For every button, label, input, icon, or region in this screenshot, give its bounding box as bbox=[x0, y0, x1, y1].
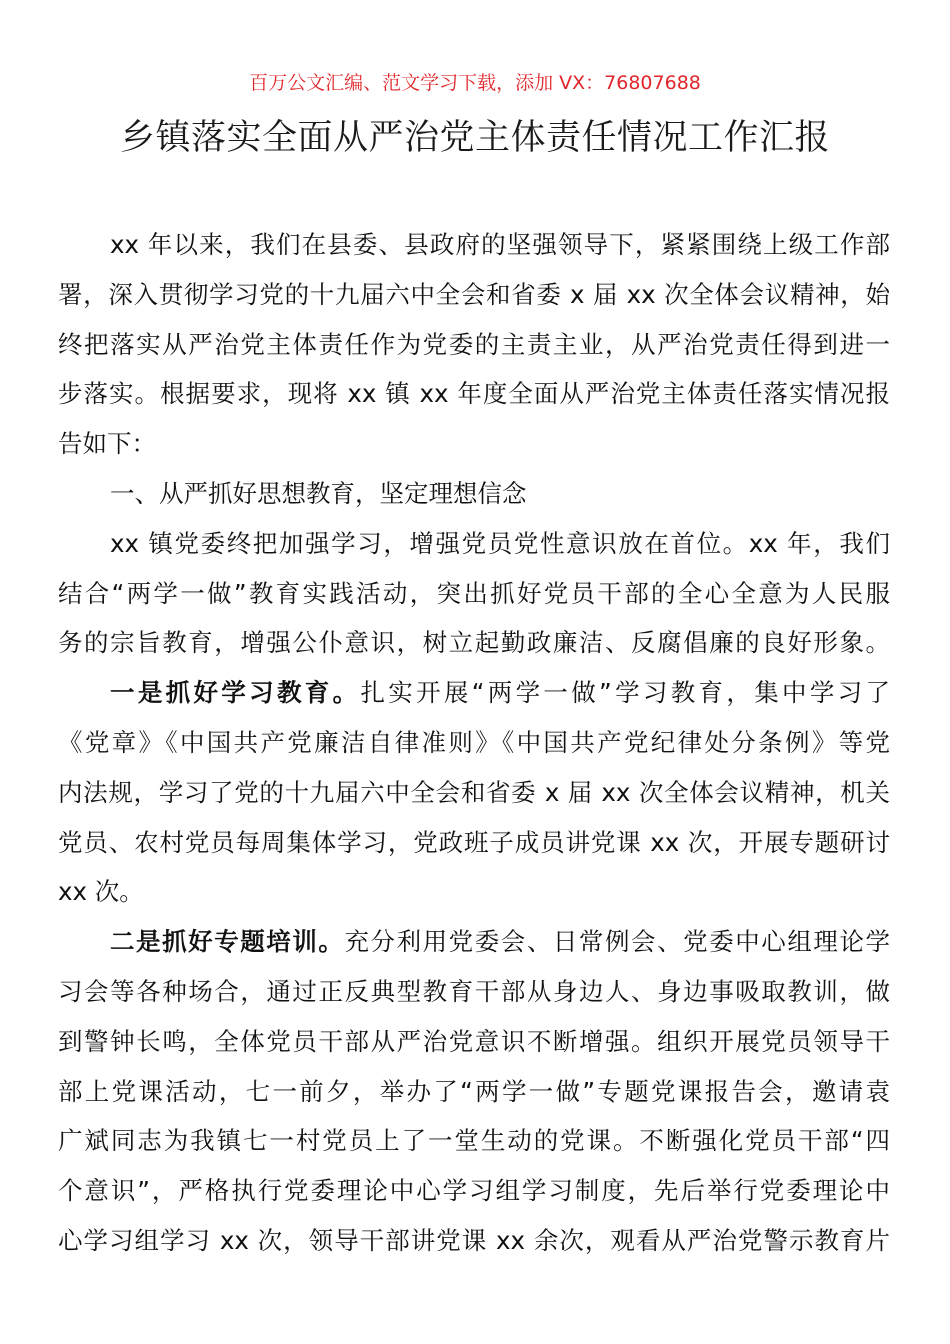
line-text: 个意识”，严格执行党委理论中心学习组学习制度，先后举行党委理论中 bbox=[58, 1176, 890, 1206]
text-line bbox=[110, 677, 890, 709]
line-text: 终把落实从严治党主体责任作为党委的主责主业，从严治党责任得到进一 bbox=[58, 329, 890, 359]
line-text: 内法规，学习了党的十九届六中全会和省委 x 届 xx 次全体会议精神，机关 bbox=[58, 777, 890, 807]
line-text: 步落实。根据要求，现将 xx 镇 xx 年度全面从严治党主体责任落实情况报 bbox=[58, 379, 890, 409]
line-text: 扎实开展“两学一做”学习教育，集中学习了 bbox=[360, 678, 891, 708]
line-text: 习会等各种场合，通过正反典型教育干部从身边人、身边事吸取教训，做 bbox=[58, 977, 890, 1006]
text-line bbox=[58, 1225, 890, 1257]
line-text: 党员、农村党员每周集体学习，党政班子成员讲党课 xx 次，开展专题研讨 bbox=[58, 827, 890, 857]
text-line bbox=[58, 627, 890, 659]
text-line bbox=[58, 1175, 890, 1207]
text-line bbox=[58, 1026, 890, 1058]
text-line bbox=[58, 976, 890, 1008]
text-line bbox=[110, 229, 890, 261]
line-text: 充分利用党委会、日常例会、党委中心组理论学 bbox=[344, 927, 891, 957]
watermark-contact: 百万公文汇编、范文学习下载，添加 VX：76807688 bbox=[249, 72, 701, 94]
line-text: 署，深入贯彻学习党的十九届六中全会和省委 x 届 xx 次全体会议精神，始 bbox=[58, 279, 890, 309]
text-line bbox=[58, 279, 890, 311]
text-line bbox=[58, 428, 890, 460]
document-title: 乡镇落实全面从严治党主体责任情况工作汇报 bbox=[119, 118, 830, 158]
line-text: xx 次。 bbox=[58, 877, 144, 907]
bold-lead: 一是抓好学习教育。 bbox=[110, 678, 361, 708]
text-line bbox=[58, 876, 890, 908]
text-line bbox=[58, 378, 890, 410]
text-line bbox=[110, 528, 890, 560]
line-text: xx 镇党委终把加强学习，增强党员党性意识放在首位。xx 年，我们 bbox=[110, 528, 890, 558]
text-line bbox=[110, 926, 890, 958]
line-text: 《党章》《中国共产党廉洁自律准则》《中国共产党纪律处分条例》等党 bbox=[58, 728, 890, 757]
line-text: 结合“两学一做”教育实践活动，突出抓好党员干部的全心全意为人民服 bbox=[58, 578, 890, 608]
line-text: 广斌同志为我镇七一村党员上了一堂生动的党课。不断强化党员干部“四 bbox=[58, 1126, 890, 1156]
text-line bbox=[58, 1076, 890, 1108]
text-line bbox=[58, 827, 890, 859]
text-line bbox=[58, 727, 890, 759]
line-text: 一、从严抓好思想教育，坚定理想信念 bbox=[110, 479, 527, 508]
bold-lead: 二是抓好专题培训。 bbox=[110, 927, 345, 957]
line-text: 心学习组学习 xx 次，领导干部讲党课 xx 余次，观看从严治党警示教育片 bbox=[58, 1226, 890, 1255]
line-text: 到警钟长鸣，全体党员干部从严治党意识不断增强。组织开展党员领导干 bbox=[58, 1026, 890, 1056]
line-text: 告如下： bbox=[58, 429, 156, 459]
line-text: 部上党课活动，七一前夕，举办了“两学一做”专题党课报告会，邀请袁 bbox=[58, 1076, 890, 1106]
text-line bbox=[58, 1125, 890, 1157]
text-line bbox=[58, 329, 890, 361]
line-text: xx 年以来，我们在县委、县政府的坚强领导下，紧紧围绕上级工作部 bbox=[110, 230, 890, 259]
text-line bbox=[110, 478, 890, 510]
line-text: 务的宗旨教育，增强公仆意识，树立起勤政廉洁、反腐倡廉的良好形象。 bbox=[58, 628, 890, 658]
text-line bbox=[58, 578, 890, 610]
text-line bbox=[58, 777, 890, 809]
